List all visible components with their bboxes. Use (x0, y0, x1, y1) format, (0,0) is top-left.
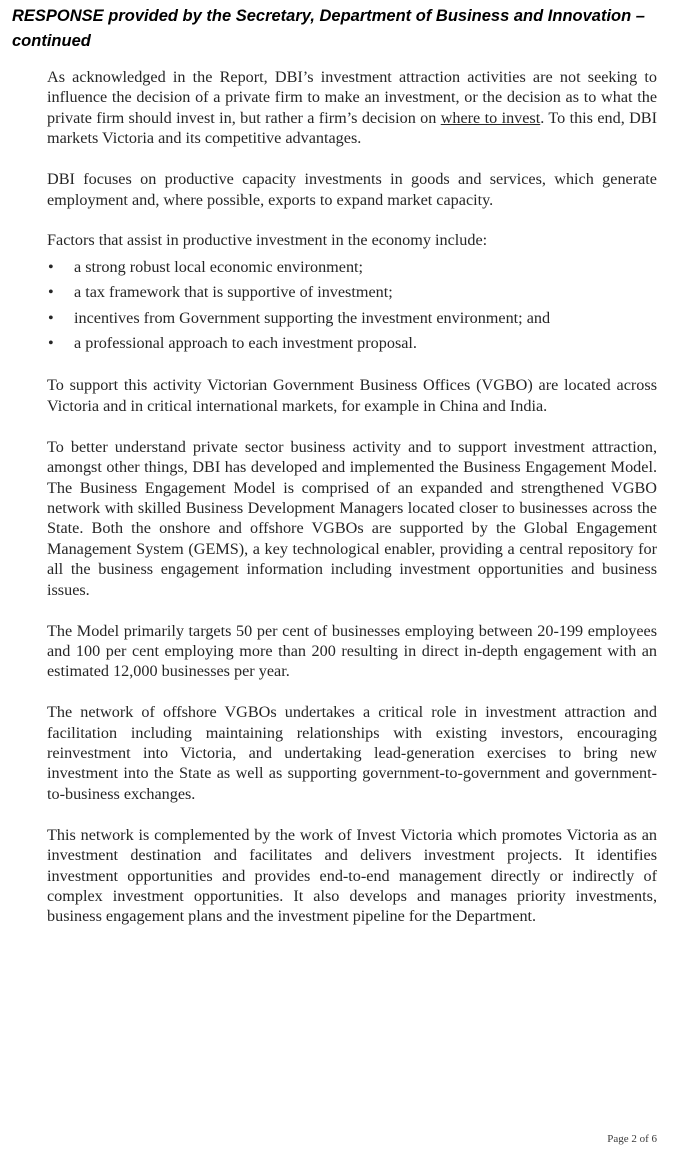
bullet-item (47, 333, 657, 353)
bullet-dot-icon: • (48, 308, 54, 327)
paragraph-invest-victoria: This network is complemented by the work of Invest Victoria which promotes Victoria as an investment destination and facilitates and delivers investment projects. It identifies investment opportunities and provides end-to-end management directly or indirectly of complex investment opportunities. It also develops and manages priority investments, business engagement plans and the investment pipeline for the Department. (47, 825, 657, 926)
paragraph-vgbo-locations: To support this activity Victorian Government Business Offices (VGBO) are located across Victoria and in critical international markets, for example in China and India. (47, 376, 657, 415)
page-number: Page 2 of 6 (607, 1133, 657, 1145)
bullet-dot-icon: • (48, 334, 54, 353)
paragraph-productive-capacity: DBI focuses on productive capacity investments in goods and services, which generate employment and, where possible, exports to expand market capacity. (47, 170, 657, 209)
bullet-text: a tax framework that is supportive of investment; (74, 283, 393, 302)
bullet-text: a strong robust local economic environment; (74, 257, 364, 276)
bullet-text: a professional approach to each investment proposal. (74, 334, 417, 353)
paragraph-text: . To this end, DBI markets Victoria and its competitive advantages. (47, 108, 657, 148)
factors-bullet-list (47, 257, 657, 354)
paragraph-factors-intro: Factors that assist in productive investment in the economy include: (47, 231, 488, 250)
paragraph-model-targets: The Model primarily targets 50 per cent of businesses employing between 20-199 employees and 100 per cent employing more than 200 resulting in direct in-depth engagement with an estimated 12,000 businesses per year. (47, 621, 657, 681)
paragraph-text: As acknowledged in the Report, DBI’s investment attraction activities are not seeking to influence the decision of a private firm to make an investment, or the decision as to what the private firm should invest in, but rather a firm’s decision on (47, 68, 657, 127)
paragraph-business-engagement-model: To better understand private sector business activity and to support investment attraction, amongst other things, DBI has developed and implemented the Business Engagement Model. The Business Engagement Model is comprised of an expanded and strengthened VGBO network with skilled Business Development Managers located closer to businesses across the State. Both the onshore and offshore VGBOs are supported by the Global Engagement Management System (GEMS), a key technological enabler, providing a central repository for all the business engagement information including investment opportunities and business issues. (47, 437, 657, 599)
paragraph-offshore-network: The network of offshore VGBOs undertakes a critical role in investment attraction and facilitation including maintaining relationships with existing investors, encouraging reinvestment into Victoria, and undertaking lead-generation exercises to bring new investment into the State as well as supporting government-to-government and government-to-business exchanges. (47, 703, 657, 803)
page-header: RESPONSE provided by the Secretary, Department of Business and Innovation – continued (12, 7, 645, 50)
bullet-text: incentives from Government supporting the investment environment; and (74, 308, 551, 327)
document-body (47, 67, 657, 947)
bullet-item (47, 282, 657, 302)
paragraph-investment-decision (47, 67, 657, 149)
bullet-dot-icon: • (48, 283, 54, 302)
bullet-dot-icon: • (48, 257, 54, 276)
bullet-item (47, 257, 657, 277)
bullet-item (47, 308, 657, 328)
underlined-phrase: where to invest (440, 108, 541, 127)
